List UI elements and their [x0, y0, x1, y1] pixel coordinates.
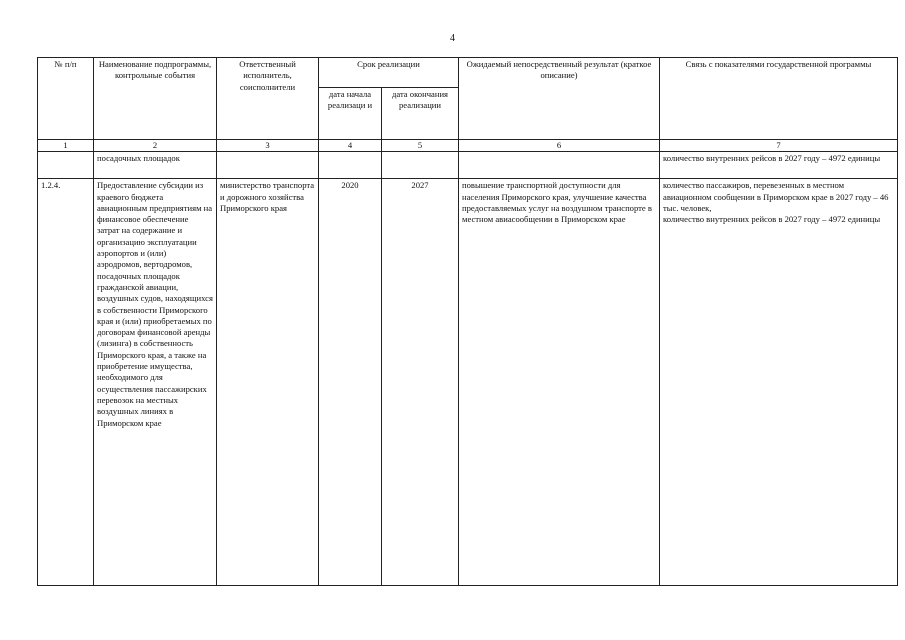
column-number: 5: [382, 140, 459, 152]
row-end-date: 2027: [382, 179, 459, 586]
row-start-date: [319, 152, 382, 179]
column-number: 1: [38, 140, 94, 152]
row-indicators: количество пассажиров, перевезенных в местном авиационном сообщении в Приморском крае в 2027 году – 46 тыс. человек, количество внутренних рейсов в 2027 году – 4972 единицы: [660, 179, 898, 586]
row-name: Предоставление субсидии из краевого бюджета авиационным предприятиям на финансовое обеспечение затрат на содержание и организацию эксплуатации аэропортов и (или) аэродромов, вертодромов, посадочных площадок гражданской авиации, воздушных судов, находящихся в собственности Приморского края и (или) приобретаемых по договорам финансовой аренды (лизинга) в собственность Приморского края, а также на приобретение имущества, необходимого для осуществления пассажирских перевозок на местных воздушных линиях в Приморском крае: [94, 179, 217, 586]
row-executor: министерство транспорта и дорожного хозяйства Приморского края: [217, 179, 319, 586]
header-end-date: дата окончания реализации: [382, 88, 459, 140]
header-executor: Ответственный исполнитель, соисполнители: [217, 58, 319, 140]
header-start-date: дата начала реализаци и: [319, 88, 382, 140]
header-name: Наименование подпрограммы, контрольные события: [94, 58, 217, 140]
header-number: № п/п: [38, 58, 94, 140]
column-number: 2: [94, 140, 217, 152]
row-name: посадочных площадок: [94, 152, 217, 179]
row-number: [38, 152, 94, 179]
page-number: 4: [450, 33, 455, 44]
header-indicators: Связь с показателями государственной программы: [660, 58, 898, 140]
row-result: [459, 152, 660, 179]
row-number: 1.2.4.: [38, 179, 94, 586]
row-start-date: 2020: [319, 179, 382, 586]
table-row: [38, 179, 898, 586]
header-row-top: [38, 58, 898, 88]
table-row: [38, 152, 898, 179]
header-result: Ожидаемый непосредственный результат (краткое описание): [459, 58, 660, 140]
row-result: повышение транспортной доступности для населения Приморского края, улучшение качества предоставляемых услуг на воздушном транспорте в местном авиасообщении в Приморском крае: [459, 179, 660, 586]
header-term: Срок реализации: [319, 58, 459, 88]
column-number-row: [38, 140, 898, 152]
row-indicators: количество внутренних рейсов в 2027 году – 4972 единицы: [660, 152, 898, 179]
row-executor: [217, 152, 319, 179]
row-end-date: [382, 152, 459, 179]
column-number: 7: [660, 140, 898, 152]
program-table: [37, 57, 898, 586]
column-number: 6: [459, 140, 660, 152]
column-number: 4: [319, 140, 382, 152]
column-number: 3: [217, 140, 319, 152]
